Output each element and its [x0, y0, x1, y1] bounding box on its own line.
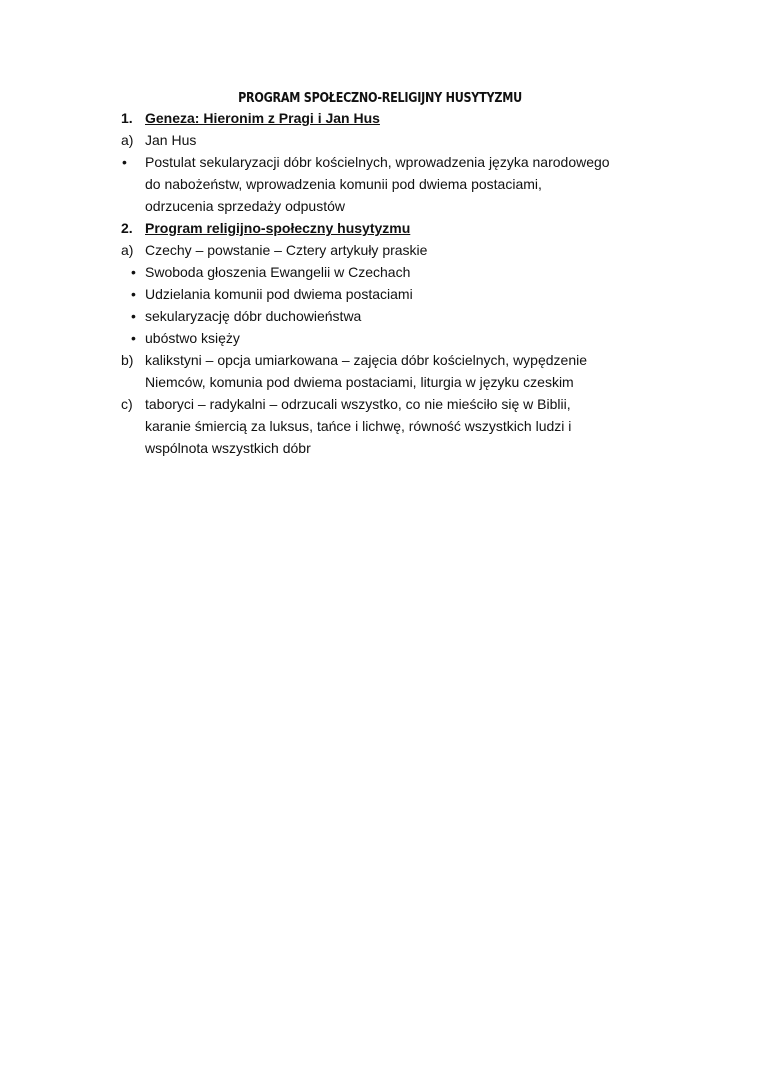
section-1-item-a-marker: a): [121, 132, 134, 148]
section-2-item-b-line-2: Niemców, komunia pod dwiema postaciami, liturgia w języku czeskim: [145, 374, 574, 390]
section-2-bullet-2: Udzielania komunii pod dwiema postaciami: [145, 286, 413, 302]
section-2-item-c-line-3: wspólnota wszystkich dóbr: [145, 440, 311, 456]
section-2-bullet-4: ubóstwo księży: [145, 330, 240, 346]
section-1-bullet-marker: •: [122, 154, 127, 170]
section-2-heading: Program religijno-społeczny husytyzmu: [145, 220, 411, 236]
section-2-item-c-line-2: karanie śmiercią za luksus, tańce i lichwę, równość wszystkich ludzi i: [145, 418, 572, 434]
section-1-bullet-line-3: odrzucenia sprzedaży odpustów: [145, 198, 346, 214]
section-2-bullet-marker-4: •: [131, 330, 136, 346]
section-1-number: 1.: [121, 110, 133, 126]
section-2-number: 2.: [121, 220, 133, 236]
section-1-item-a-text: Jan Hus: [145, 132, 197, 148]
section-2-item-c-line-1: taboryci – radykalni – odrzucali wszystko, co nie mieściło się w Biblii,: [145, 396, 571, 412]
section-2-item-a-marker: a): [121, 242, 134, 258]
section-1-bullet-line-1: Postulat sekularyzacji dóbr kościelnych, wprowadzenia języka narodowego: [145, 154, 610, 170]
section-2-bullet-1: Swoboda głoszenia Ewangelii w Czechach: [145, 264, 411, 280]
section-2-item-c-marker: c): [121, 396, 133, 412]
section-2-item-b-marker: b): [121, 352, 134, 368]
section-2-item-b-line-1: kalikstyni – opcja umiarkowana – zajęcia dóbr kościelnych, wypędzenie: [145, 352, 588, 368]
section-2-item-a-text: Czechy – powstanie – Cztery artykuły praskie: [145, 242, 428, 258]
section-1-heading: Geneza: Hieronim z Pragi i Jan Hus: [145, 110, 380, 126]
document-title: PROGRAM SPOŁECZNO-RELIGIJNY HUSYTYZMU: [238, 91, 522, 106]
section-2-bullet-marker-2: •: [131, 286, 136, 302]
section-2-bullet-marker-1: •: [131, 264, 136, 280]
section-2-bullet-marker-3: •: [131, 308, 136, 324]
section-2-bullet-3: sekularyzację dóbr duchowieństwa: [145, 308, 362, 324]
section-1-bullet-line-2: do nabożeństw, wprowadzenia komunii pod dwiema postaciami,: [145, 176, 542, 192]
